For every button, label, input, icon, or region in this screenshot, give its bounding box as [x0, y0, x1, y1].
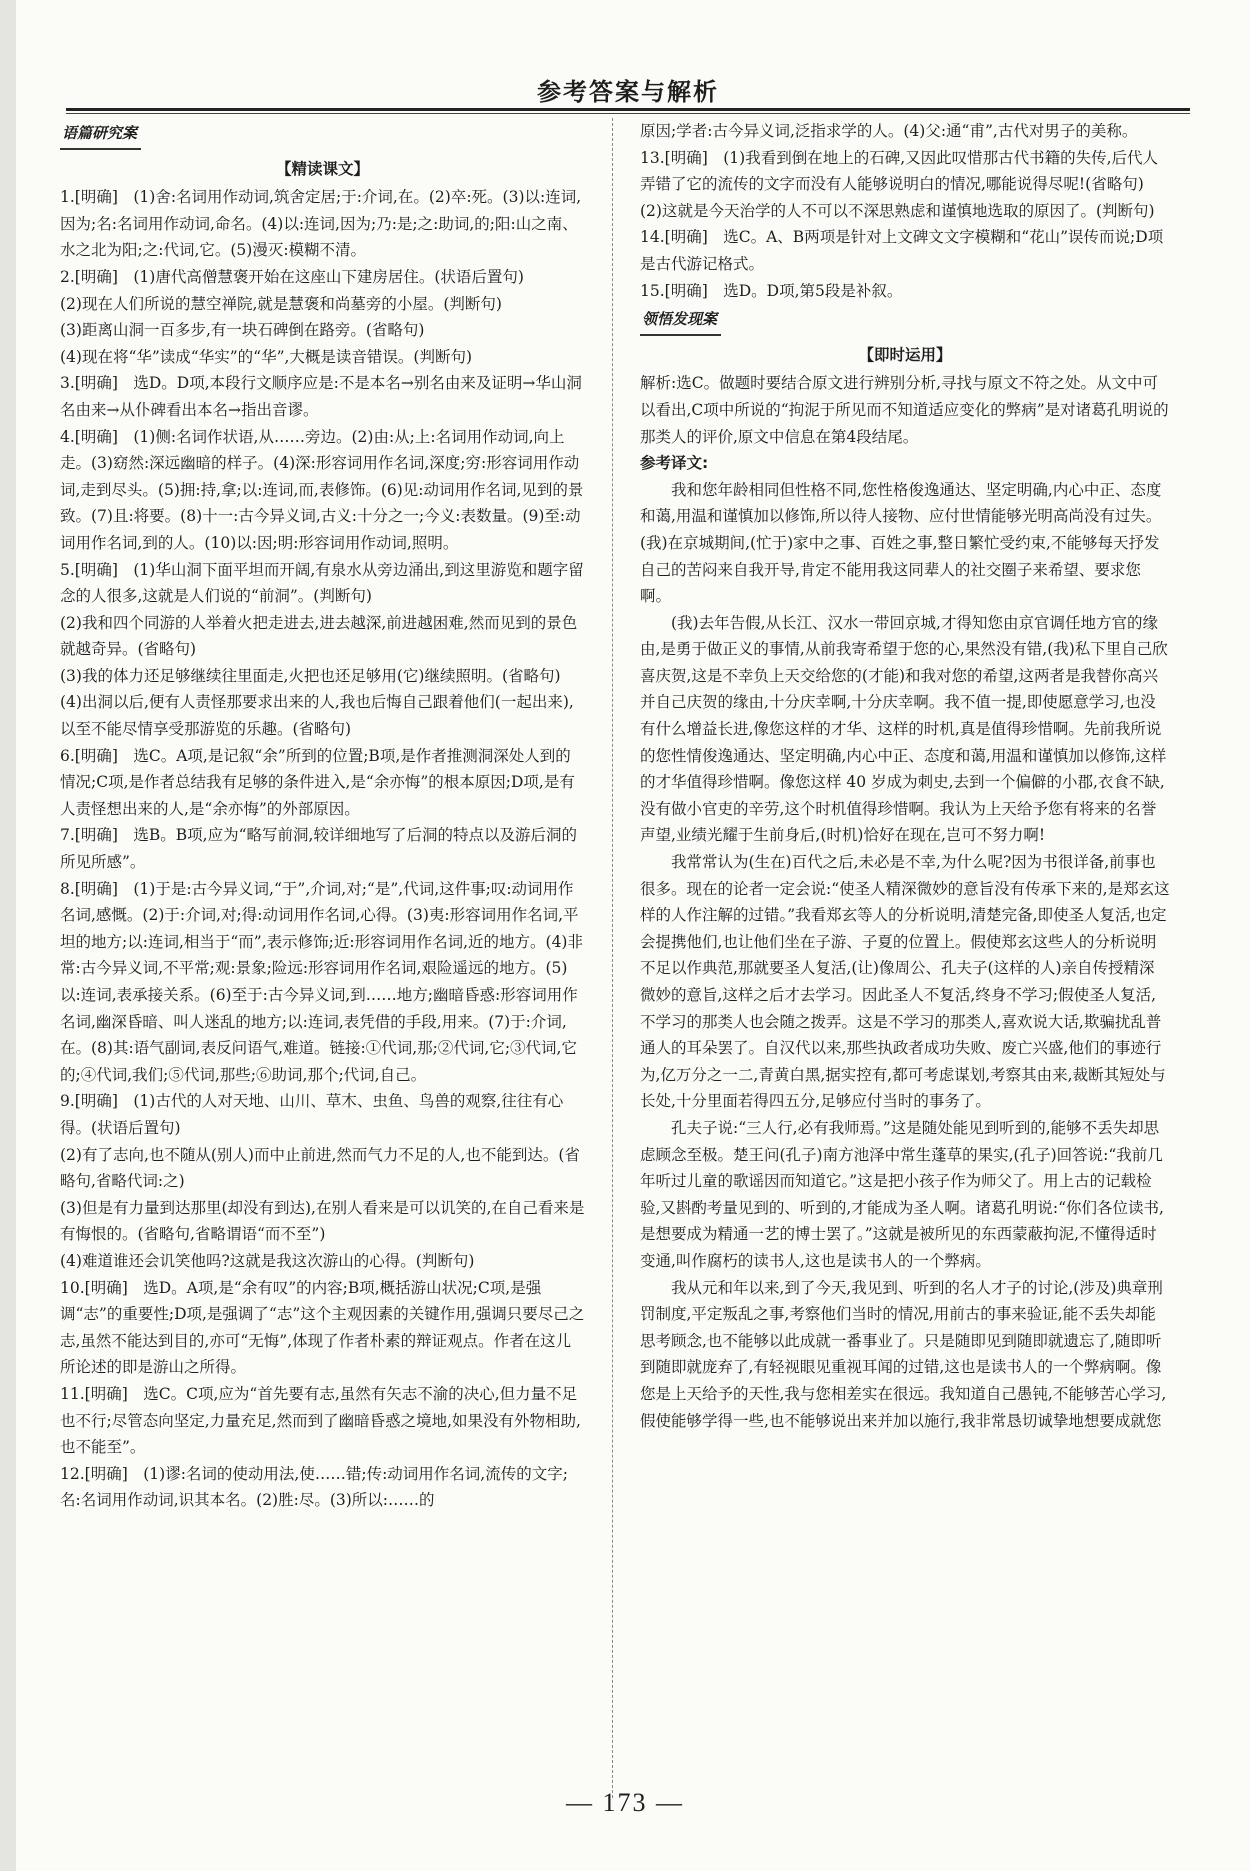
translation-paragraph: 我从元和年以来,到了今天,我见到、听到的名人才子的讨论,(涉及)典章刑罚制度,平定叛乱之事,考察他们当时的情况,用前古的事来验证,能不丢失却能思考顾念,也不能够以此成就一番事业了。只是随即见到随即就遗忘了,随即听到随即就庞弃了,有轻视眼见重视耳闻的过错,这也是读书人的一个弊病啊。像您是上天给予的天性,我与您相差实在很远。我知道自己愚钝,不能够苦心学习,假使能够学得一些,也不能够说出来并加以施行,我非常恳切诚挚地想要成就您	[640, 1278, 1167, 1430]
page-number	[0, 1788, 1250, 1818]
answer-item: (3)距离山洞一百多步,有一块石碑倒在路旁。(省略句)	[60, 321, 425, 340]
answer-item: 7.[明确] 选B。B项,应为“略写前洞,较详细地写了后洞的特点以及游后洞的所见所感”。	[60, 826, 577, 872]
page-title: 参考答案与解析	[537, 78, 719, 106]
answer-item: 4.[明确] (1)侧:名词作状语,从……旁边。(2)由:从;上:名词用作动词,向上走。(3)窈然:深远幽暗的样子。(4)深:形容词用作名词,深度;穷:形容词用作动词,走到尽头。(5)拥:持,拿;以:连词,而,表修饰。(6)见:动词用作名词,见到的景致。(7)且:将要。(8)十一:古今异义词,古义:十分之一;今义:表数量。(9)至:动词用作名词,到的人。(10)以:因;明:形容词用作动词,照明。	[60, 427, 584, 552]
subheading: 【即时运用】	[858, 345, 952, 364]
translation-label: 参考译文:	[640, 454, 709, 473]
answer-item: 15.[明确] 选D。D项,第5段是补叙。	[640, 281, 903, 300]
section-label: 领悟发现案	[640, 306, 721, 336]
answer-item: 3.[明确] 选D。D项,本段行文顺序应是:不是本名→别名由来及证明→华山洞名由来→从仆碑看出本名→指出音谬。	[60, 374, 582, 419]
answer-item: 2.[明确] (1)唐代高僧慧褒开始在这座山下建房居住。(状语后置句)	[60, 267, 524, 286]
header-rule	[66, 108, 1190, 111]
translation-paragraph: 我常常认为(生在)百代之后,未必是不幸,为什么呢?因为书很详备,前事也很多。现在的论者一定会说:“使圣人精深微妙的意旨没有传承下来的,是郑玄这样的人作注解的过错。”我看郑玄等人的分析说明,清楚完备,即使圣人复活,也定会提携他们,也让他们坐在子游、子夏的位置上。假使郑玄这些人的分析说明不足以作典范,那就要圣人复活,(让)像周公、孔夫子(这样的人)亲自传授精深微妙的意旨,这样之后才去学习。因此圣人不复活,终身不学习;假使圣人复活,不学习的那类人也会随之拨弄。这是不学习的那类人,喜欢说大话,欺骗扰乱普通人的耳朵罢了。自汉代以来,那些执政者成功失败、废亡兴盛,他们的事迹行为,亿万分之一二,青黄白黑,据实控有,都可考虑谋划,考察其由来,裁断其短处与长处,十分里面若得四五分,足够应付当时的事务了。	[640, 853, 1170, 1111]
section-label: 语篇研究案	[60, 120, 141, 150]
page-number-text: — 173 —	[566, 1788, 684, 1817]
answer-item: (4)难道谁还会讥笑他吗?这就是我这次游山的心得。(判断句)	[60, 1251, 475, 1270]
answer-item: (3)但是有力量到达那里(却没有到达),在别人看来是可以讥笑的,在自己看来是有悔恨的。(省略句,省略谓语“而不至”)	[60, 1198, 585, 1244]
left-column	[60, 118, 585, 1514]
answer-item: 9.[明确] (1)古代的人对天地、山川、草木、虫鱼、鸟兽的观察,往往有心得。(状语后置句)	[60, 1092, 564, 1137]
translation-paragraph: 孔夫子说:“三人行,必有我师焉。”这是随处能见到听到的,能够不丢失却思虑顾念至极。楚王问(孔子)南方池泽中常生蓬草的果实,(孔子)回答说:“我前几年听过儿童的歌谣因而知道它。”这是把小孩子作为师父了。用上古的记载检验,又斟酌考量见到的、听到的,才能成为圣人啊。诸葛孔明说:“你们各位读书,是想要成为精通一艺的博士罢了。”这就是被所见的东西蒙蔽拘泥,不懂得适时变通,叫作腐朽的读书人,这也是读书人的一个弊病。	[640, 1118, 1164, 1270]
answer-item: (2)这就是今天治学的人不可以不深思熟虑和谨慎地选取的原因了。(判断句)	[640, 201, 1155, 220]
right-column	[640, 118, 1170, 1434]
answer-item: 5.[明确] (1)华山洞下面平坦而开阔,有泉水从旁边涌出,到这里游览和题字留念的人很多,这就是人们说的“前洞”。(判断句)	[60, 560, 584, 606]
binding-edge	[0, 0, 16, 1871]
answer-item: 8.[明确] (1)于是:古今异义词,“于”,介词,对;“是”,代词,这件事;叹:动词用作名词,感慨。(2)于:介词,对;得:动词用作名词,心得。(3)夷:形容词用作名词,平坦的地方;以:连词,相当于“而”,表示修饰;近:形容词用作名词,近的地方。(4)非常:古今异义词,不平常;观:景象;险远:形容词用作名词,艰险遥远的地方。(5)以:连词,表承接关系。(6)至于:古今异义词,到……地方;幽暗昏惑:形容词用作名词,幽深昏暗、叫人迷乱的地方;以:连词,表凭借的手段,用来。(7)于:介词,在。(8)其:语气副词,表反问语气,难道。链接:①代词,那;②代词,它;③代词,它的;④代词,我们;⑤代词,那些;⑥助词,那个;代词,自己。	[60, 879, 583, 1084]
answer-item: (4)出洞以后,便有人责怪那要求出来的人,我也后悔自己跟着他们(一起出来),以至不能尽情享受那游览的乐趣。(省略句)	[60, 693, 574, 739]
answer-item: 12.[明确] (1)谬:名词的使动用法,使……错;传:动词用作名词,流传的文字;名:名词用作动词,识其本名。(2)胜:尽。(3)所以:……的	[60, 1464, 568, 1510]
analysis-text: 解析:选C。做题时要结合原文进行辨别分析,寻找与原文不符之处。从文中可以看出,C项中所说的“拘泥于所见而不知道适应变化的弊病”是对诸葛孔明说的那类人的评价,原文中信息在第4段结尾。	[640, 374, 1169, 446]
answer-item: 1.[明确] (1)舍:名词用作动词,筑舍定居;于:介词,在。(2)卒:死。(3)以:连词,因为;名:名词用作动词,命名。(4)以:连词,因为;乃:是;之:助词,的;阳:山之南、水之北为阳;之:代词,它。(5)漫灭:模糊不清。	[60, 188, 582, 260]
answer-item: 6.[明确] 选C。A项,是记叙“余”所到的位置;B项,是作者推测洞深处人到的情况;C项,是作者总结我有足够的条件进入,是“余亦悔”的根本原因;D项,是有人责怪想出来的人,是“余亦悔”的外部原因。	[60, 746, 575, 818]
answer-item: (2)我和四个同游的人举着火把走进去,进去越深,前进越困难,然而见到的景色就越奇异。(省略句)	[60, 613, 578, 659]
answer-item: 13.[明确] (1)我看到倒在地上的石碑,又因此叹惜那古代书籍的失传,后代人弄错了它的流传的文字而没有人能够说明白的情况,哪能说得尽呢!(省略句)	[640, 148, 1159, 194]
answer-item: (2)有了志向,也不随从(别人)而中止前进,然而气力不足的人,也不能到达。(省略句,省略代词:之)	[60, 1145, 580, 1191]
translation-paragraph: 我和您年龄相同但性格不同,您性格俊逸通达、坚定明确,内心中正、态度和蔼,用温和谨慎加以修饰,所以待人接物、应付世情能够光明高尚没有过失。(我)在京城期间,(忙于)家中之事、百姓之事,整日繁忙受约束,不能够每天抒发自己的苦闷来自我开导,肯定不能用我这同辈人的社交圈子来希望、要求您啊。	[640, 480, 1162, 606]
answer-item: 11.[明确] 选C。C项,应为“首先要有志,虽然有矢志不渝的决心,但力量不足也不行;尽管态向坚定,力量充足,然而到了幽暗昏惑之境地,如果没有外物相助,也不能至”。	[60, 1384, 581, 1457]
answer-item: 14.[明确] 选C。A、B两项是针对上文碑文文字模糊和“花山”误传而说;D项是古代游记格式。	[640, 228, 1164, 273]
translation-paragraph: (我)去年告假,从长江、汉水一带回京城,才得知您由京官调任地方官的缘由,是勇于做正义的事情,从前我寄希望于您的心,果然没有错,(我)私下里自己欣喜庆贺,这是不幸负上天交给您的(才能)和我对您的希望,这两者是我替你高兴并自己庆贺的缘由,十分庆幸啊,十分庆幸啊。我不值一提,即使愿意学习,也没有什么增益长进,像您这样的才华、这样的时机,真是值得珍惜啊。先前我所说的您性情俊逸通达、坚定明确,内心中正、态度和蔼,用温和谨慎加以修饰,这样的才华值得珍惜啊。像您这样 40 岁成为刺史,去到一个偏僻的小郡,衣食不缺,没有做小官吏的辛劳,这个时机值得珍惜啊。我认为上天给予您有将来的名誉声望,业绩光耀于生前身后,(时机)恰好在现在,岂可不努力啊!	[640, 613, 1168, 845]
answer-item: 10.[明确] 选D。A项,是“余有叹”的内容;B项,概括游山状况;C项,是强调“志”的重要性;D项,是强调了“志”这个主观因素的关键作用,强调只要尽己之志,虽然不能达到目的,亦可“无悔”,体现了作者朴素的辩证观点。作者在这儿所论述的即是游山之所得。	[60, 1278, 585, 1377]
column-divider	[612, 118, 613, 1798]
page-header	[66, 70, 1190, 114]
answer-item: (3)我的体力还足够继续往里面走,火把也还足够用(它)继续照明。(省略句)	[60, 666, 561, 685]
answer-item: 原因;学者:古今异义词,泛指求学的人。(4)父:通“甫”,古代对男子的美称。	[640, 122, 1138, 140]
answer-item: (2)现在人们所说的慧空禅院,就是慧褒和尚墓旁的小屋。(判断句)	[60, 294, 502, 313]
subheading: 【精读课文】	[275, 159, 369, 178]
answer-item: (4)现在将“华”读成“华实”的“华”,大概是读音错误。(判断句)	[60, 347, 473, 366]
header-rule-thin	[66, 113, 1190, 114]
